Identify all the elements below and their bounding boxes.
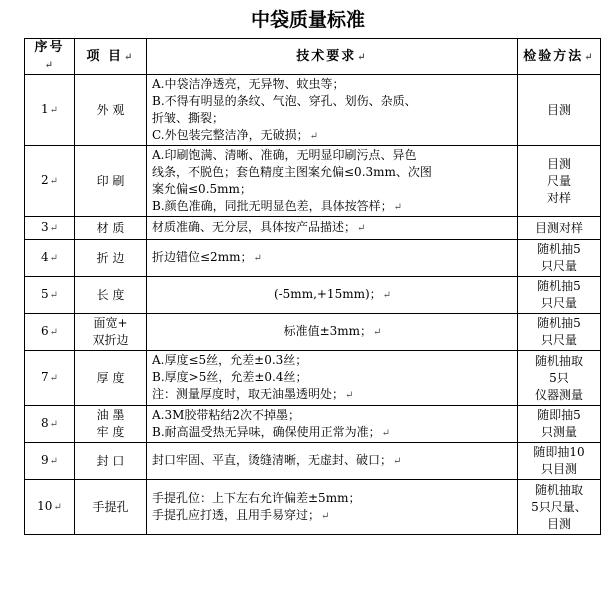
table-row [25, 217, 601, 240]
cell-method-line: 对样 [546, 190, 571, 205]
table-row [25, 314, 601, 351]
cell-requirement-line: 线条，不脱色；套色精度主图案允偏≤0.3mm、次图 [152, 164, 432, 179]
header-requirement: 技术要求↵ [147, 39, 518, 75]
cell-requirement-line: A.厚度≤5丝，允差±0.3丝； [152, 353, 308, 367]
cell-item [75, 351, 147, 406]
cell-no [25, 277, 75, 314]
cell-method-line: 只测量 [540, 425, 577, 439]
cell-no [25, 406, 75, 443]
cell-requirement-line: A.3M胶带粘结2次不掉墨； [152, 407, 301, 422]
return-mark: ↵ [49, 223, 59, 234]
cell-no [25, 240, 75, 277]
cell-item-line: 面宽+ [93, 316, 128, 330]
return-mark: ↵ [49, 290, 59, 301]
cell-method [518, 217, 601, 240]
cell-no-line: 10↵ [37, 499, 62, 513]
cell-item-line: 油 墨 [96, 408, 125, 422]
cell-no [25, 146, 75, 217]
return-mark: ↵ [53, 502, 62, 513]
cell-item-line: 双折边 [92, 333, 129, 347]
cell-requirement-line: C.外包装完整洁净，无破损；↵ [152, 127, 318, 142]
cell-item-line: 牢 度 [96, 425, 125, 439]
cell-method-line: 随机抽5 [537, 279, 581, 293]
cell-no-line: 9↵ [40, 453, 59, 467]
cell-method [518, 314, 601, 351]
return-mark: ↵ [393, 201, 403, 213]
return-mark: ↵ [381, 427, 391, 439]
cell-item [75, 480, 147, 535]
header-no: 序号↵ [25, 39, 75, 75]
cell-method [518, 406, 601, 443]
cell-requirement-line: 材质准确、无分层，具体按产品描述；↵ [152, 220, 366, 234]
cell-no [25, 351, 75, 406]
table-row [25, 443, 601, 480]
cell-method-line: 只尺量 [540, 333, 577, 347]
cell-requirement-line: A.印刷饱满、清晰、准确，无明显印刷污点、异色 [152, 147, 417, 162]
document-title: 中袋质量标准 [250, 9, 365, 31]
return-mark: ↵ [49, 373, 59, 384]
cell-item-line: 封 口 [96, 453, 125, 468]
cell-requirement-line: (-5mm,+15mm)；↵ [273, 287, 392, 301]
cell-requirement-line: 注：测量厚度时，取无油墨透明处；↵ [152, 387, 354, 401]
cell-requirement [147, 277, 518, 314]
return-mark: ↵ [49, 327, 59, 338]
cell-method-line: 5只尺量、 [531, 499, 587, 514]
cell-requirement-line: 折边错位≤2mm；↵ [152, 250, 262, 264]
cell-method-line: 目测 [546, 156, 571, 171]
return-mark: ↵ [49, 456, 59, 467]
cell-item-line: 长 度 [96, 287, 125, 302]
return-mark: ↵ [357, 223, 366, 234]
return-mark: ↵ [382, 290, 392, 301]
cell-no-line: 3↵ [40, 220, 59, 234]
return-mark: ↵ [321, 510, 330, 522]
cell-method [518, 351, 601, 406]
cell-item [75, 406, 147, 443]
table-row [25, 146, 601, 217]
cell-requirement-line: A.中袋洁净透亮，无异物、蚊虫等； [152, 76, 345, 91]
cell-no-line: 8↵ [40, 416, 59, 430]
cell-no [25, 314, 75, 351]
cell-item-line: 手提孔 [92, 499, 129, 514]
cell-requirement-line: 手提孔位：上下左右允许偏差±5mm； [152, 490, 361, 505]
cell-method [518, 443, 601, 480]
cell-method-line: 随机抽取 [534, 482, 583, 497]
cell-method-line: 随机抽取 [534, 353, 583, 368]
cell-method-line: 尺量 [546, 173, 571, 188]
cell-method-line: 随即抽10 [533, 445, 585, 459]
cell-method-line: 随即抽5 [537, 408, 581, 422]
cell-item [75, 240, 147, 277]
cell-method-line: 目测对样 [534, 220, 583, 235]
cell-requirement [147, 146, 518, 217]
cell-item [75, 277, 147, 314]
cell-item-line: 折 边 [96, 250, 125, 265]
cell-no-line: 1↵ [40, 102, 59, 116]
return-mark: ↵ [49, 419, 59, 430]
cell-requirement [147, 314, 518, 351]
cell-method [518, 277, 601, 314]
header-item: 项 目↵ [75, 39, 147, 75]
cell-method-line: 只目测 [540, 462, 577, 476]
cell-method-line: 目测 [546, 102, 571, 117]
table-row [25, 351, 601, 406]
cell-item-line: 材 质 [96, 220, 125, 235]
return-mark: ↵ [49, 176, 59, 187]
cell-no [25, 217, 75, 240]
table-row [25, 406, 601, 443]
cell-method-line: 只尺量 [540, 259, 577, 273]
cell-item [75, 146, 147, 217]
return-mark: ↵ [345, 390, 354, 401]
table-header-row [25, 39, 601, 75]
cell-item-line: 厚 度 [96, 370, 125, 385]
cell-requirement-line: 折皱、撕裂； [152, 110, 225, 125]
cell-no-line: 4↵ [40, 250, 59, 264]
cell-no-line: 5↵ [40, 287, 59, 301]
cell-method [518, 75, 601, 146]
cell-method-line: 随机抽5 [537, 316, 581, 330]
table-row [25, 240, 601, 277]
cell-method-line: 仪器测量 [534, 387, 583, 402]
cell-method-line: 目测 [546, 516, 571, 531]
return-mark: ↵ [393, 456, 402, 467]
cell-item-line: 外 观 [96, 102, 125, 117]
cell-method-line: 随机抽5 [537, 242, 581, 256]
cell-item [75, 75, 147, 146]
cell-requirement-line: 封口牢固、平直，烫缝清晰，无虚封、破口；↵ [152, 453, 402, 467]
cell-requirement-line: B.耐高温受热无异味，确保使用正常为准；↵ [152, 424, 391, 439]
cell-requirement-line: 标准值±3mm；↵ [283, 324, 382, 338]
cell-requirement [147, 406, 518, 443]
cell-requirement [147, 480, 518, 535]
cell-requirement-line: B.颜色准确，同批无明显色差，具体按答样；↵ [152, 198, 403, 213]
cell-requirement [147, 75, 518, 146]
cell-requirement-line: B.厚度>5丝，允差±0.4丝； [152, 370, 308, 384]
cell-requirement [147, 351, 518, 406]
header-method: 检验方法↵ [518, 39, 601, 75]
return-mark: ↵ [309, 130, 318, 142]
cell-no [25, 75, 75, 146]
cell-requirement [147, 443, 518, 480]
cell-item [75, 314, 147, 351]
cell-no [25, 480, 75, 535]
return-mark: ↵ [49, 253, 59, 264]
cell-item [75, 217, 147, 240]
table-row [25, 277, 601, 314]
return-mark: ↵ [49, 105, 59, 116]
cell-method-line: 5只 [549, 370, 569, 385]
cell-no-line: 2↵ [40, 173, 59, 187]
cell-no-line: 6↵ [40, 324, 59, 338]
cell-no-line: 7↵ [40, 370, 59, 384]
cell-requirement [147, 240, 518, 277]
table-row [25, 75, 601, 146]
cell-method-line: 只尺量 [540, 296, 577, 310]
quality-standard-table [24, 38, 601, 535]
cell-method [518, 480, 601, 535]
cell-requirement-line: 案允偏≤0.5mm； [152, 181, 252, 196]
cell-method [518, 146, 601, 217]
cell-no [25, 443, 75, 480]
cell-item-line: 印 刷 [96, 173, 125, 188]
cell-method [518, 240, 601, 277]
table-row [25, 480, 601, 535]
cell-requirement-line: 手提孔应打透，且用手易穿过；↵ [152, 507, 330, 522]
return-mark: ↵ [373, 327, 382, 338]
return-mark: ↵ [253, 253, 262, 264]
cell-item [75, 443, 147, 480]
cell-requirement-line: B.不得有明显的条纹、气泡、穿孔、划伤、杂质、 [152, 93, 417, 108]
cell-requirement [147, 217, 518, 240]
